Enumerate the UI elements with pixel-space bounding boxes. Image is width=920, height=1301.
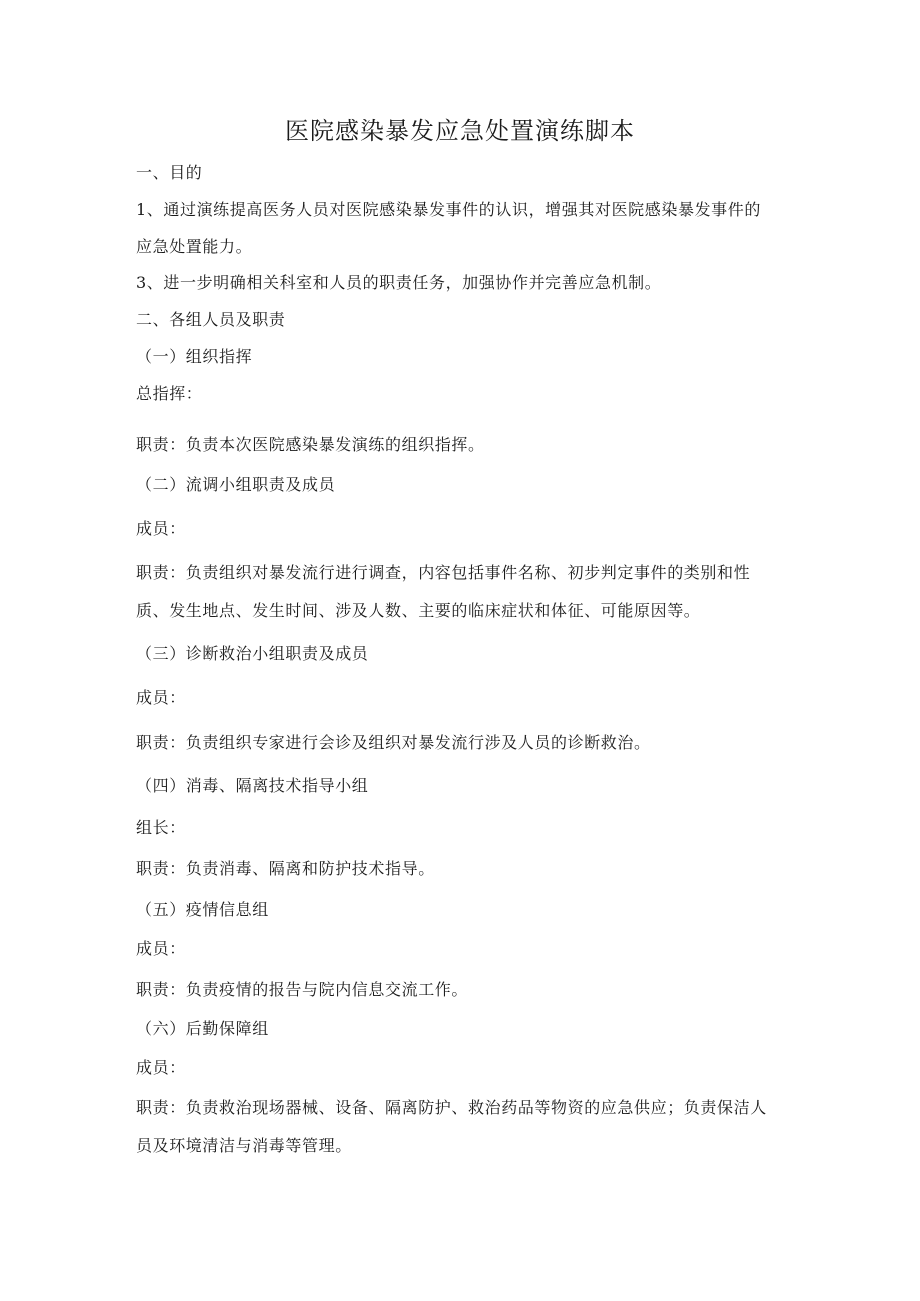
group-5-duty: 职责：负责疫情的报告与院内信息交流工作。 xyxy=(136,980,469,999)
group-3-person: 成员： xyxy=(136,688,186,707)
groups-heading: 二、各组人员及职责 xyxy=(136,310,286,329)
group-1-person: 总指挥： xyxy=(136,384,203,403)
group-2-duty: 职责：负责组织对暴发流行进行调查，内容包括事件名称、初步判定事件的类别和性 xyxy=(136,563,751,582)
group-2-heading: （二）流调小组职责及成员 xyxy=(136,475,336,494)
group-3-duty: 职责：负责组织专家进行会诊及组织对暴发流行涉及人员的诊断救治。 xyxy=(136,733,651,752)
group-4-heading: （四）消毒、隔离技术指导小组 xyxy=(136,776,369,795)
group-5-heading: （五）疫情信息组 xyxy=(136,900,269,919)
group-3-heading: （三）诊断救治小组职责及成员 xyxy=(136,644,369,663)
group-4-duty: 职责：负责消毒、隔离和防护技术指导。 xyxy=(136,859,435,878)
group-1-heading: （一）组织指挥 xyxy=(136,347,253,366)
document-title: 医院感染暴发应急处置演练脚本 xyxy=(285,117,635,145)
group-6-heading: （六）后勤保障组 xyxy=(136,1019,269,1038)
group-6-duty-continued: 员及环境清洁与消毒等管理。 xyxy=(136,1136,352,1155)
group-2-person: 成员： xyxy=(136,519,186,538)
group-2-duty-continued: 质、发生地点、发生时间、涉及人数、主要的临床症状和体征、可能原因等。 xyxy=(136,601,701,620)
purpose-heading: 一、目的 xyxy=(136,163,203,182)
group-4-person: 组长： xyxy=(136,818,186,837)
group-1-duty: 职责：负责本次医院感染暴发演练的组织指挥。 xyxy=(136,435,485,454)
purpose-item-3: 3、进一步明确相关科室和人员的职责任务，加强协作并完善应急机制。 xyxy=(136,273,662,292)
purpose-item-1-continued: 应急处置能力。 xyxy=(136,237,253,256)
group-6-duty: 职责：负责救治现场器械、设备、隔离防护、救治药品等物资的应急供应；负责保洁人 xyxy=(136,1098,767,1117)
purpose-item-1: 1、通过演练提高医务人员对医院感染暴发事件的认识，增强其对医院感染暴发事件的 xyxy=(136,200,761,219)
group-5-person: 成员： xyxy=(136,939,186,958)
group-6-person: 成员： xyxy=(136,1058,186,1077)
